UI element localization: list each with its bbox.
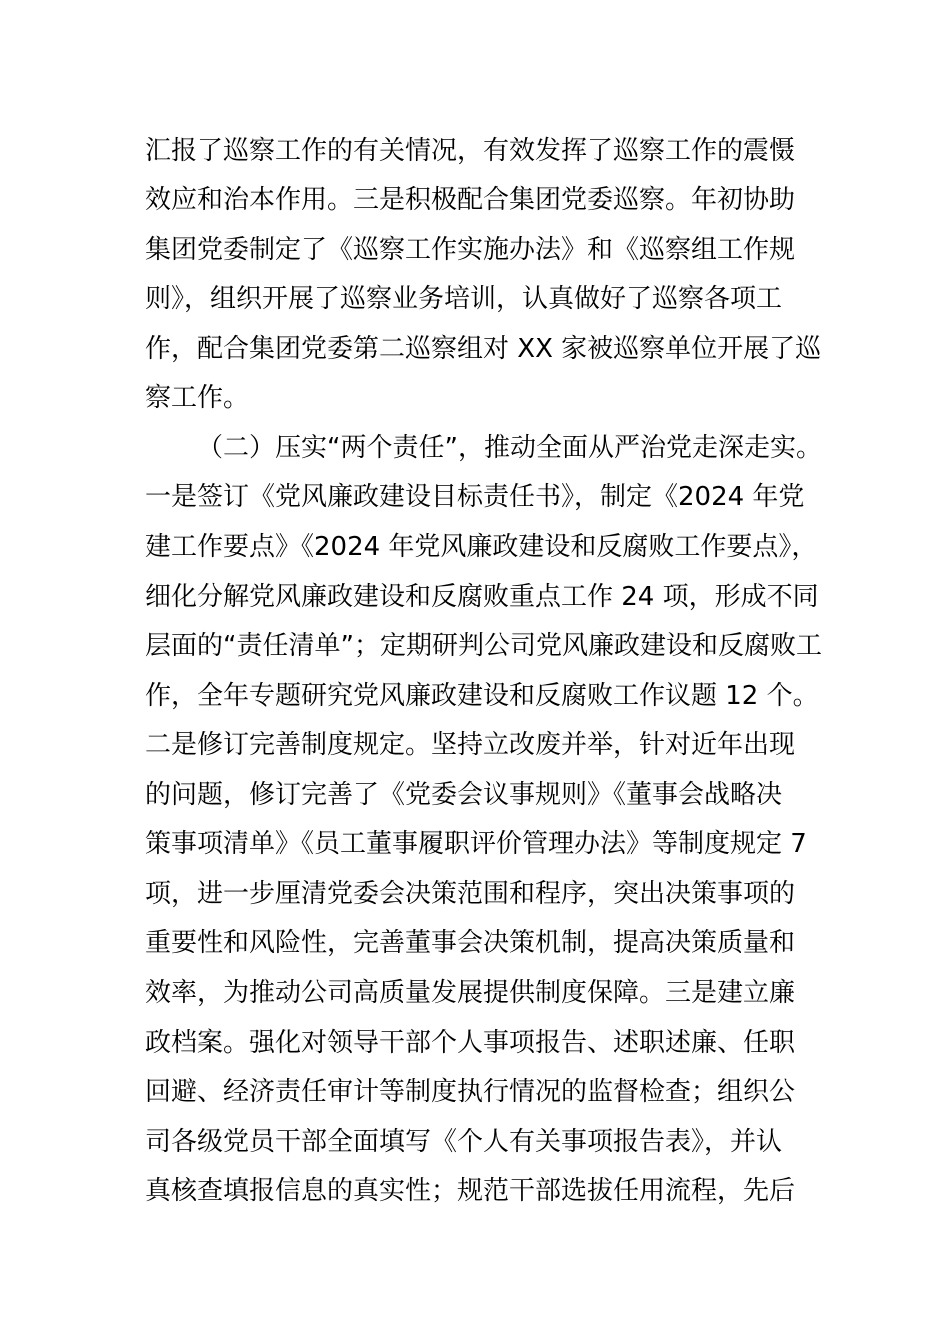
text-line: 二是修订完善制度规定。坚持立改废并举，针对近年出现	[145, 730, 796, 760]
text-line: 项，进一步厘清党委会决策范围和程序，突出决策事项的	[145, 879, 796, 909]
text-line: 回避、经济责任审计等制度执行情况的监督检查；组织公	[145, 1077, 796, 1107]
text-line: 的问题，修订完善了《党委会议事规则》《董事会战略决	[145, 780, 783, 810]
text-line: 则》，组织开展了巡察业务培训，认真做好了巡察各项工	[145, 284, 783, 314]
text-line: 作，全年专题研究党风廉政建设和反腐败工作议题 12 个。	[145, 681, 819, 711]
text-line: 察工作。	[145, 383, 250, 413]
text-line: 汇报了巡察工作的有关情况，有效发挥了巡察工作的震慑	[145, 136, 796, 166]
text-line: 效率，为推动公司高质量发展提供制度保障。三是建立廉	[145, 978, 796, 1008]
text-line: 一是签订《党风廉政建设目标责任书》，制定《2024 年党	[145, 482, 805, 512]
text-line: 细化分解党风廉政建设和反腐败重点工作 24 项，形成不同	[145, 582, 819, 612]
text-line: 真核查填报信息的真实性；规范干部选拔任用流程，先后	[145, 1176, 796, 1206]
text-line: 政档案。强化对领导干部个人事项报告、述职述廉、任职	[145, 1028, 796, 1058]
section-heading-line: （二）压实“两个责任”，推动全面从严治党走深走实。	[197, 433, 822, 463]
text-line: 司各级党员干部全面填写《个人有关事项报告表》，并认	[145, 1127, 783, 1157]
text-line: 策事项清单》《员工董事履职评价管理办法》等制度规定 7	[145, 829, 807, 859]
text-line: 建工作要点》《2024 年党风廉政建设和反腐败工作要点》，	[145, 532, 818, 562]
text-line: 作，配合集团党委第二巡察组对 XX 家被巡察单位开展了巡	[145, 334, 822, 364]
text-line: 效应和治本作用。三是积极配合集团党委巡察。年初协助	[145, 185, 796, 215]
text-line: 集团党委制定了《巡察工作实施办法》和《巡察组工作规	[145, 235, 796, 265]
text-line: 重要性和风险性，完善董事会决策机制，提高决策质量和	[145, 928, 796, 958]
text-line: 层面的“责任清单”；定期研判公司党风廉政建设和反腐败工	[145, 631, 822, 661]
